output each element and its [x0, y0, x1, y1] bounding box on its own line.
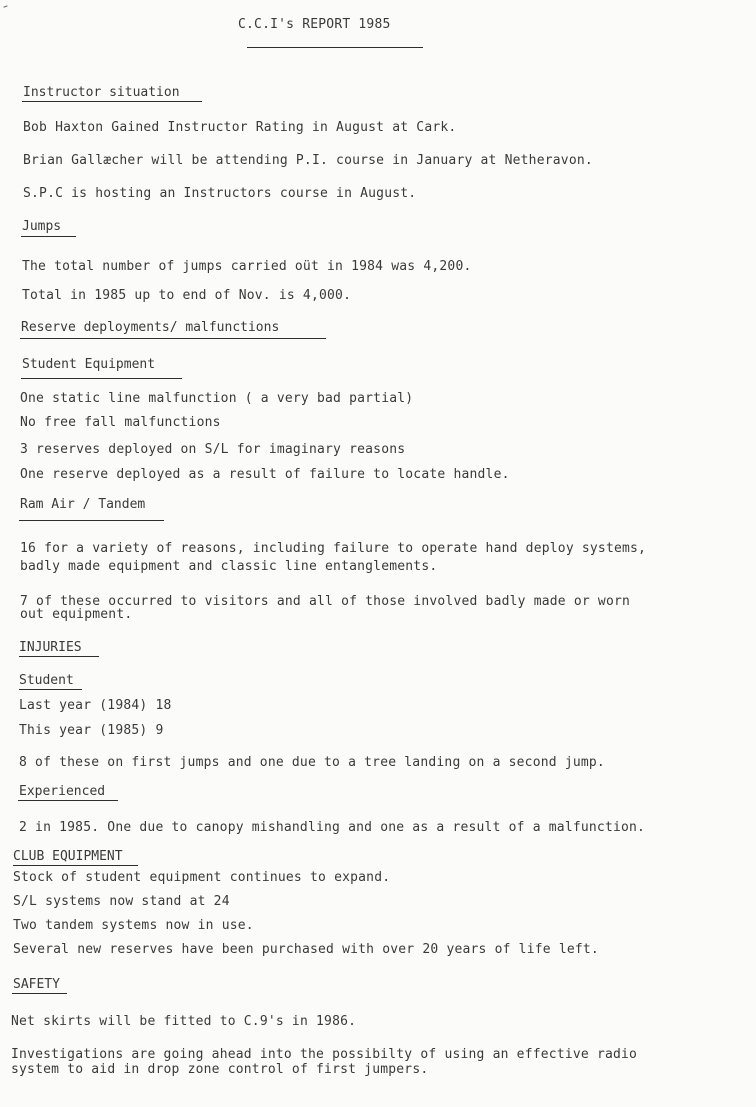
- student-injury-note: 8 of these on first jumps and one due to a tree landing on a second jump.: [19, 755, 605, 770]
- underline-injuries: [19, 656, 99, 657]
- safety-line: Investigations are going ahead into the possibilty of using an effective radio: [11, 1047, 638, 1062]
- heading-instructor-situation: Instructor situation: [23, 85, 180, 100]
- heading-injuries: INJURIES: [19, 640, 82, 655]
- heading-student-equipment: Student Equipment: [22, 357, 156, 372]
- underline-safety: [12, 993, 67, 994]
- ram-air-line: 16 for a variety of reasons, including failure to operate hand deploy systems,: [20, 541, 647, 556]
- document-title: C.C.I's REPORT 1985: [238, 17, 391, 32]
- underline-club-equipment: [13, 865, 138, 866]
- underline-student-equipment: [21, 378, 182, 379]
- underline-reserve: [20, 338, 326, 339]
- ram-air-line: 7 of these occurred to visitors and all of those involved badly made or worn: [20, 594, 631, 609]
- corner-mark: [3, 5, 8, 10]
- jumps-line: The total number of jumps carried oüt in 1984 was 4,200.: [22, 259, 472, 274]
- underline-ram-air: [19, 520, 164, 521]
- jumps-line: Total in 1985 up to end of Nov. is 4,000.: [22, 288, 352, 303]
- student-equipment-line: 3 reserves deployed on S/L for imaginary reasons: [20, 442, 406, 457]
- instructor-line: S.P.C is hosting an Instructors course in August.: [23, 186, 417, 201]
- experienced-injury-note: 2 in 1985. One due to canopy mishandling and one as a result of a malfunction.: [19, 820, 646, 835]
- instructor-line: Bob Haxton Gained Instructor Rating in August at Cark.: [23, 120, 457, 135]
- heading-student: Student: [19, 673, 74, 688]
- heading-safety: SAFETY: [13, 977, 60, 992]
- student-equipment-line: One static line malfunction ( a very bad partial): [20, 391, 414, 406]
- safety-line: Net skirts will be fitted to C.9's in 1986.: [11, 1014, 357, 1029]
- student-equipment-line: One reserve deployed as a result of failure to locate handle.: [20, 467, 510, 482]
- student-injury-line: This year (1985) 9: [19, 723, 164, 738]
- underline-student: [19, 689, 82, 690]
- club-equipment-line: Several new reserves have been purchased with over 20 years of life left.: [13, 942, 599, 957]
- underline-instructor: [22, 101, 202, 102]
- safety-line: system to aid in drop zone control of first jumpers.: [11, 1062, 429, 1077]
- student-injury-line: Last year (1984) 18: [19, 698, 172, 713]
- student-equipment-line: No free fall malfunctions: [20, 415, 221, 430]
- club-equipment-line: Stock of student equipment continues to expand.: [13, 870, 391, 885]
- heading-ram-air-tandem: Ram Air / Tandem: [20, 497, 146, 512]
- club-equipment-line: S/L systems now stand at 24: [13, 894, 230, 909]
- underline-experienced: [18, 800, 118, 801]
- ram-air-line: badly made equipment and classic line entanglements.: [20, 559, 438, 574]
- heading-club-equipment: CLUB EQUIPMENT: [13, 849, 123, 864]
- club-equipment-line: Two tandem systems now in use.: [13, 918, 254, 933]
- ram-air-line: out equipment.: [20, 607, 133, 622]
- heading-reserve-deployments: Reserve deployments/ malfunctions: [21, 320, 280, 335]
- instructor-line: Brian Gallæcher will be attending P.I. course in January at Netheravon.: [23, 153, 593, 168]
- heading-experienced: Experienced: [19, 784, 106, 799]
- underline-jumps: [21, 236, 76, 237]
- title-underline: [247, 47, 423, 48]
- heading-jumps: Jumps: [22, 219, 62, 234]
